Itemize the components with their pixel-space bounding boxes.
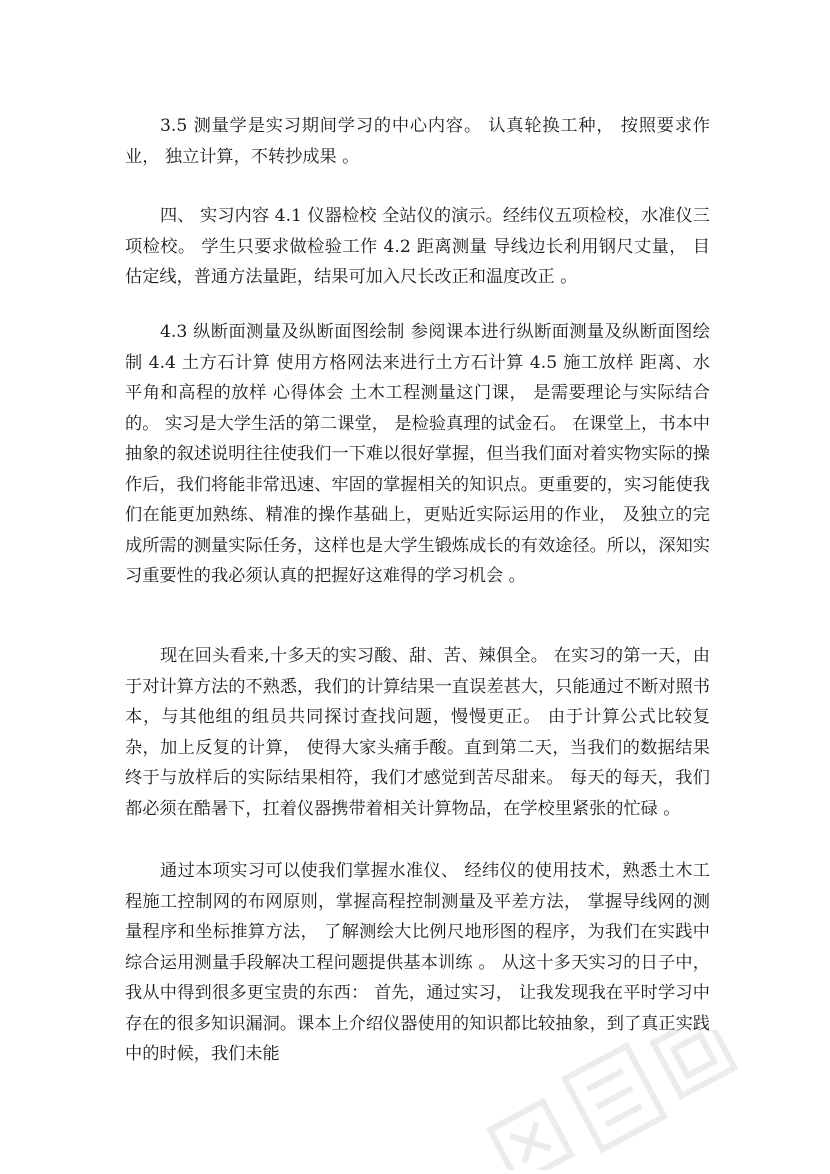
paragraph-internship-content: 四、 实习内容 4.1 仪器检校 全站仪的演示。经纬仪五项检校，水准仪三项检校。 学生只要求做检验工作 4.2 距离测量 导线边长利用钢尺丈量， 目估定线，普通方法量距，结果可加入尺长改正和温度改正 。 bbox=[125, 206, 710, 287]
paragraph-looking-back: 现在回头看来,十多天的实习酸、甜、苦、辣俱全。 在实习的第一天，由于对计算方法的不熟悉，我们的计算结果一直误差甚大，只能通过不断对照书本，与其他组的组员共同探讨查找问题，慢慢更正。 由于计算公式比较复杂，加上反复的计算， 使得大家头痛手酸。直到第二天，当我们的数据结果终于与放样后的实际结果相符，我们才感觉到苦尽甜来。 每天的每天，我们都必须在酷暑下，扛着仪器携带着相关计算物品，在学校里紧张的忙碌 。 bbox=[125, 646, 710, 819]
paragraph-profile-survey-reflection: 4.3 纵断面测量及纵断面图绘制 参阅课本进行纵断面测量及纵断面图绘制 4.4 土方石计算 使用方格网法来进行土方石计算 4.5 施工放样 距离、水平角和高程的放样 心得体会 土木工程测量这门课， 是需要理论与实际结合的。 实习是大学生活的第二课堂， 是检验真理的试金石。 在课堂上，书本中抽象的叙述说明往往使我们一下难以很好掌握，但当我们面对着实物实际的操作后，我们将能非常迅速、牢固的掌握相关的知识点。更重要的，实习能使我们在能更加熟练、精准的操作基础上，更贴近实际运用的作业， 及独立的完成所需的测量实际任务，这样也是大学生锻炼成长的有效途径。所以，深知实习重要性的我必须认真的把握好这难得的学习机会 。 bbox=[125, 322, 710, 586]
paragraph-survey-core-content: 3.5 测量学是实习期间学习的中心内容。 认真轮换工种， 按照要求作业， 独立计算，不转抄成果 。 bbox=[125, 116, 710, 167]
paragraph-internship-gains: 通过本项实习可以使我们掌握水准仪、 经纬仪的使用技术，熟悉土木工程施工控制网的布网原则，掌握高程控制测量及平差方法， 掌握导线网的测量程序和坐标推算方法， 了解测绘大比例尺地形图的程序，为我们在实践中综合运用测量手段解决工程问题提供基本训练 。 从这十多天实习的日子中， 我从中得到很多更宝贵的东西： 首先，通过实习， 让我发现我在平时学习中存在的很多知识漏洞。课本上介绍仪器使用的知识都比较抽象，到了真正实践中的时候，我们未能 bbox=[125, 861, 710, 1064]
